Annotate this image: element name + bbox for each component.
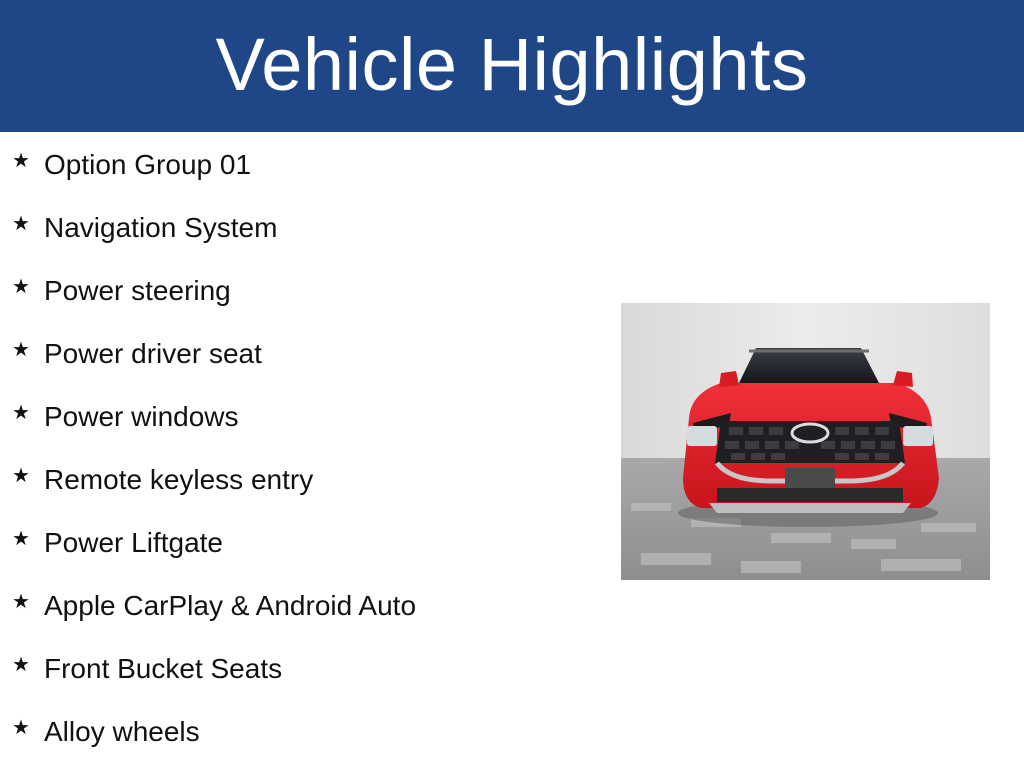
list-item [10, 700, 590, 763]
star-icon: ★ [12, 401, 30, 424]
feature-label: Power windows [44, 400, 239, 432]
list-item [10, 574, 590, 637]
feature-label: Power Liftgate [44, 526, 223, 558]
star-icon: ★ [12, 212, 30, 235]
feature-label: Navigation System [44, 211, 278, 243]
header-banner [0, 0, 1024, 132]
feature-label: Option Group 01 [44, 148, 252, 180]
star-icon: ★ [12, 590, 30, 613]
feature-label: Front Bucket Seats [44, 652, 283, 684]
list-item [10, 133, 590, 196]
feature-label: Apple CarPlay & Android Auto [44, 589, 417, 621]
star-icon: ★ [12, 464, 30, 487]
vehicle-photo [621, 303, 990, 580]
list-item [10, 448, 590, 511]
suv-front-image [621, 303, 990, 580]
list-item [10, 385, 590, 448]
list-item [10, 322, 590, 385]
feature-list [10, 133, 590, 763]
list-item [10, 511, 590, 574]
star-icon: ★ [12, 716, 30, 739]
star-icon: ★ [12, 527, 30, 550]
feature-label: Power steering [44, 274, 231, 306]
star-icon: ★ [12, 338, 30, 361]
feature-label: Alloy wheels [44, 715, 200, 747]
page-title: Vehicle Highlights [215, 22, 809, 106]
star-icon: ★ [12, 653, 30, 676]
star-icon: ★ [12, 149, 30, 172]
feature-label: Power driver seat [44, 337, 262, 369]
list-item [10, 637, 590, 700]
star-icon: ★ [12, 275, 30, 298]
list-item [10, 196, 590, 259]
feature-label: Remote keyless entry [44, 463, 314, 495]
list-item [10, 259, 590, 322]
